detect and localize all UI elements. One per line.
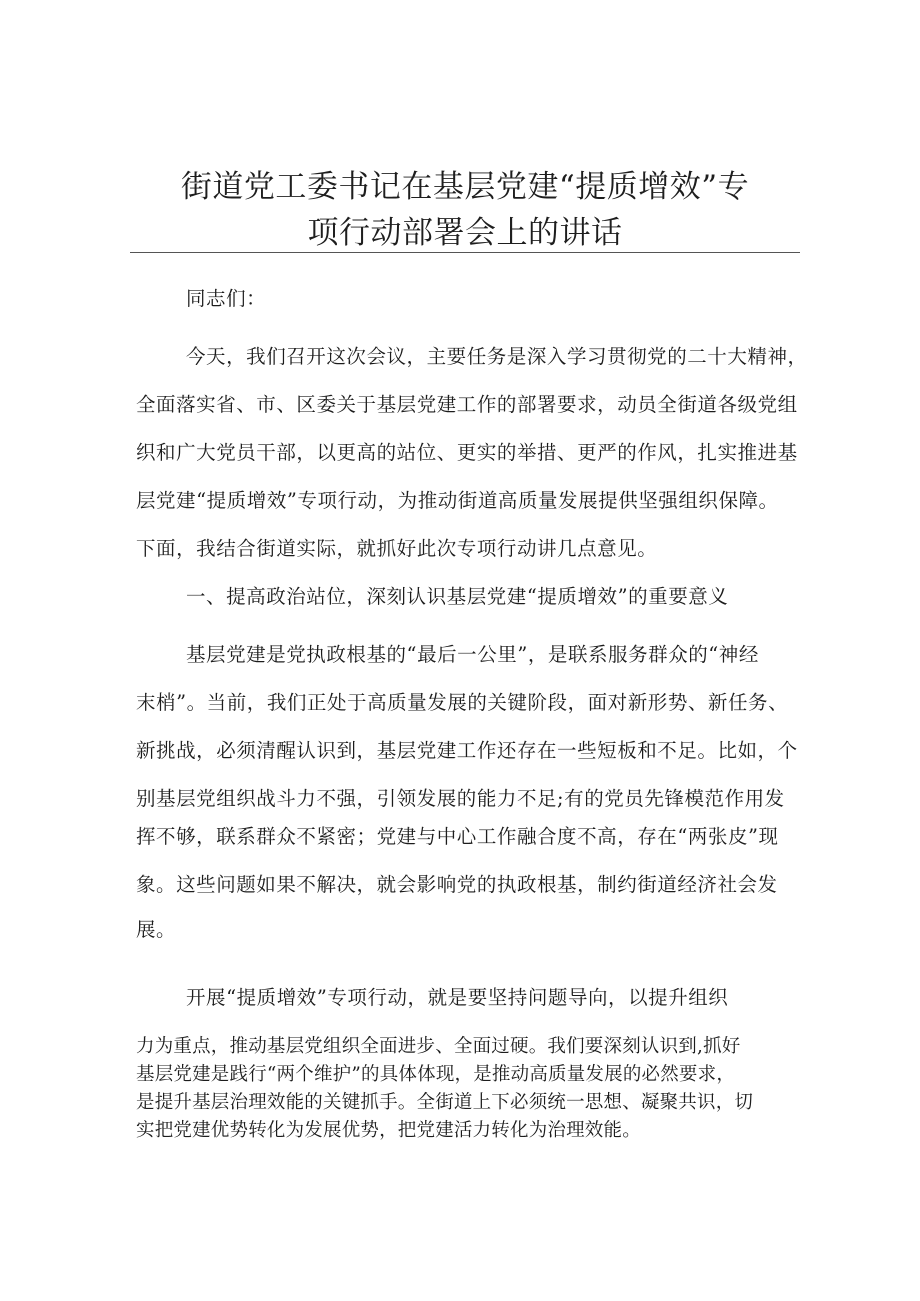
paragraph-3-line: 力为重点，推动基层党组织全面进步、全面过硬。我们要深刻认识到,抓好 <box>136 1036 741 1057</box>
paragraph-2-line: 新挑战，必须清醒认识到，基层党建工作还存在一些短板和不足。比如，个 <box>136 739 798 762</box>
paragraph-1-line: 下面，我结合街道实际，就抓好此次专项行动讲几点意见。 <box>136 537 658 560</box>
salutation: 同志们： <box>186 287 267 310</box>
paragraph-2-line: 挥不够，联系群众不紧密；党建与中心工作融合度不高，存在“两张皮”现 <box>136 825 779 848</box>
section-heading-1: 一、提高政治站位，深刻认识基层党建“提质增效”的重要意义 <box>186 585 729 608</box>
document-title-line-2: 项行动部署会上的讲话 <box>307 215 623 251</box>
paragraph-2-line: 基层党建是党执政根基的“最后一公里”，是联系服务群众的“神经 <box>186 643 759 666</box>
paragraph-1-line: 层党建“提质增效”专项行动，为推动街道高质量发展提供坚强组织保障。 <box>136 489 779 512</box>
paragraph-3-line: 实把党建优势转化为发展优势，把党建活力转化为治理效能。 <box>136 1120 641 1141</box>
document-title-line-1: 街道党工委书记在基层党建“提质增效”专 <box>180 169 750 205</box>
paragraph-1-line: 织和广大党员干部，以更高的站位、更实的举措、更严的作风，扎实推进基 <box>136 441 798 464</box>
paragraph-3-line: 开展“提质增效”专项行动，就是要坚持问题导向，以提升组织 <box>186 986 729 1009</box>
paragraph-2-line: 别基层党组织战斗力不强，引领发展的能力不足;有的党员先锋模范作用发 <box>136 787 785 810</box>
paragraph-1-line: 全面落实省、市、区委关于基层党建工作的部署要求，动员全街道各级党组 <box>136 393 798 416</box>
paragraph-2-line: 展。 <box>136 918 177 941</box>
paragraph-2-line: 象。这些问题如果不解决，就会影响党的执政根基，制约街道经济社会发 <box>136 873 778 896</box>
paragraph-3-line: 是提升基层治理效能的关键抓手。全街道上下必须统一思想、凝聚共识，切 <box>136 1092 754 1113</box>
paragraph-3-line: 基层党建是践行“两个维护”的具体体现，是推动高质量发展的必然要求， <box>136 1064 736 1085</box>
paragraph-2-line: 末梢”。当前，我们正处于高质量发展的关键阶段，面对新形势、新任务、 <box>136 691 789 714</box>
paragraph-1-line: 今天，我们召开这次会议，主要任务是深入学习贯彻党的二十大精神， <box>186 345 808 368</box>
title-underline <box>130 252 800 253</box>
